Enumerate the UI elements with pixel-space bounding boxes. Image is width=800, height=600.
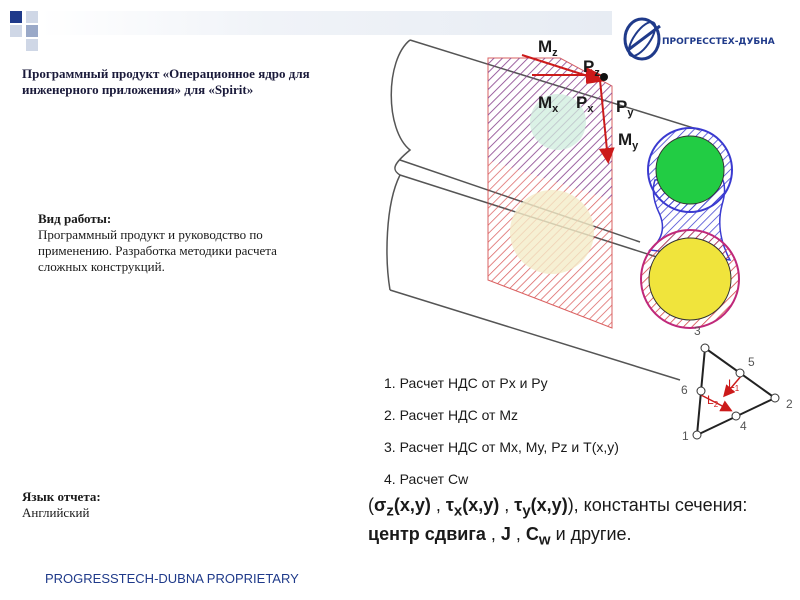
sigma-z-arg: (x,y) <box>393 495 431 515</box>
footer-proprietary: PROGRESSTECH-DUBNA PROPRIETARY <box>45 571 299 586</box>
page-title: Программный продукт «Операционное ядро для инженерного приложения» для «Spirit» <box>22 66 310 97</box>
sep-4: , <box>510 523 526 544</box>
label-py: $P_y$ <box>616 97 634 119</box>
node-5 <box>736 369 744 377</box>
shear-center: центр сдвига <box>368 523 486 544</box>
node-label-4: 4 <box>740 419 747 433</box>
report-language-value: Английский <box>22 505 90 520</box>
step-item-3: 3. Расчет НДС от Mx, My, Pz и T(x,y) <box>384 439 619 455</box>
node-1 <box>693 431 701 439</box>
step-item-2: 2. Расчет НДС от Mz <box>384 407 519 423</box>
force-point <box>600 73 608 81</box>
node-6 <box>697 387 705 395</box>
label-mx: $M_x$ <box>538 93 559 115</box>
tau-y-sub: y <box>522 502 531 520</box>
end-cross-section <box>641 128 739 328</box>
warping-c-sub: w <box>538 531 551 549</box>
sep-2: , <box>499 495 515 515</box>
sep-3: , <box>485 523 501 544</box>
tau-y: τ <box>514 495 523 515</box>
node-3 <box>701 344 709 352</box>
step-item-1: 1. Расчет НДС от Px и Py <box>384 375 548 391</box>
work-type-heading: Вид работы: <box>38 211 112 226</box>
triangle-element <box>681 324 793 443</box>
node-label-5: 5 <box>748 355 755 369</box>
tau-x-sub: x <box>453 502 463 520</box>
label-px: $P_x$ <box>576 93 594 115</box>
sigma-z-sub: z <box>386 502 394 520</box>
tau-x: τ <box>445 495 454 515</box>
result-open: ( <box>368 495 374 515</box>
report-language-heading: Язык отчета: <box>22 489 101 504</box>
node-4 <box>732 412 740 420</box>
node-2 <box>771 394 779 402</box>
logo-text: ПРОГРЕССТЕХ-ДУБНА <box>662 37 775 47</box>
node-label-2: 2 <box>786 397 793 411</box>
label-my: $M_y$ <box>618 130 639 152</box>
label-mz: $M_z$ <box>538 37 558 59</box>
label-l1: $L_1$ <box>728 377 740 393</box>
result-tail: и другие. <box>550 523 632 544</box>
tau-y-arg: (x,y) <box>530 495 568 515</box>
node-label-1: 1 <box>682 429 689 443</box>
step-item-4: 4. Расчет Cw <box>384 471 469 487</box>
warping-c: C <box>525 523 539 544</box>
sigma-z: σ <box>374 495 387 515</box>
node-label-6: 6 <box>681 383 688 397</box>
moment-j: J <box>500 523 511 544</box>
label-l2: $L_2$ <box>707 393 719 409</box>
sep-1: , <box>430 495 446 515</box>
result-close: ), константы сечения: <box>567 495 748 515</box>
work-type-text: Программный продукт и руководство по применению. Разработка методики расчета сложных конструкций. <box>38 227 277 274</box>
tau-x-arg: (x,y) <box>462 495 500 515</box>
label-pz: $P_z$ <box>583 57 600 79</box>
node-label-3: 3 <box>694 324 701 338</box>
